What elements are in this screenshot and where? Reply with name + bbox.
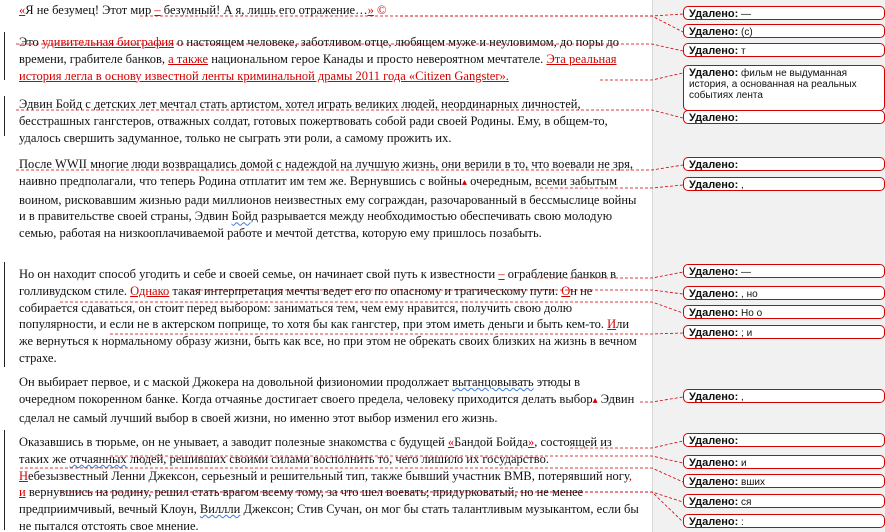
revision-balloon[interactable]	[683, 65, 885, 111]
balloon-text: —	[738, 9, 752, 20]
inserted-text: И	[607, 317, 617, 332]
balloon-text: :	[738, 517, 744, 528]
revision-balloon[interactable]	[683, 494, 885, 508]
spelling-error[interactable]: Бойд	[231, 209, 259, 224]
revision-balloon[interactable]	[683, 24, 885, 38]
change-bar	[4, 96, 5, 136]
revision-balloon[interactable]	[683, 325, 885, 339]
inserted-text: Однако	[130, 283, 170, 298]
inserted-text: , и	[19, 468, 633, 500]
revision-balloon[interactable]	[683, 110, 885, 124]
inserted-text: Н	[19, 468, 29, 483]
revision-balloon[interactable]	[683, 264, 885, 278]
paragraph-prison[interactable]: Оказавшись в тюрьме, он не унывает, а заводит полезные знакомства с будущей «Бандой Бойда», состоящей из таких же отчаянных людей, решивших своими силами восполнить то, чего лишило их государство. Небезызвестный Ленни Джексон, серьезный и решительный тип, также бывший участник ВМВ, потерявший ногу, и вернувшись на родину, решил стать врагом всему тому, за что шел воевать; придурковатый, но не менее предприимчивый, вечный Клоун, Виллли Джексон; Стив Сучан, он мог бы стать талантливым музыкантом, если бы не пытался отстоять свое мнение.	[19, 435, 639, 532]
revision-balloon[interactable]	[683, 43, 885, 57]
hyperlink[interactable]: удивительная биография	[41, 35, 174, 49]
balloon-label: Удалено:	[689, 112, 739, 124]
paragraph-childhood[interactable]: Эдвин Бойд с детских лет мечтал стать артистом, хотел играть великих людей, неординарных личностей, бесстрашных гангстеров, отважных солдат, готовых пожертвовать собой ради своей Родины. Ему, в общем-то, удалось свершить задуманное, только не сыграть эти роли, а самому прожить их.	[19, 97, 608, 145]
balloon-text: ; и	[738, 328, 753, 339]
balloon-label: Удалено:	[689, 159, 739, 171]
balloon-text: (c)	[738, 27, 753, 38]
revision-balloon[interactable]	[683, 455, 885, 469]
paragraph-intro[interactable]: Это удивительная биография о настоящем человеке, заботливом отце, любящем муже и неуловимом, до поры до времени, грабителе банков, а также национальном герое Канады и просто невероятном мечтателе. Эта реальная история легла в основу известной ленты криминальной драмы 2011 года «Citizen Gangster».	[19, 35, 619, 83]
balloon-text: —	[738, 267, 752, 278]
balloon-label: Удалено:	[689, 327, 739, 339]
revision-balloon[interactable]	[683, 286, 885, 300]
spelling-error[interactable]: Виллли	[199, 502, 241, 517]
change-bar	[4, 32, 5, 80]
balloon-label: Удалено:	[689, 457, 739, 469]
balloon-label: Удалено:	[689, 307, 739, 319]
revision-balloon[interactable]	[683, 389, 885, 403]
balloon-label: Удалено:	[689, 179, 739, 191]
inserted-text: –	[154, 3, 161, 17]
balloon-text: т	[738, 46, 746, 57]
balloon-label: Удалено:	[689, 391, 739, 403]
inserted-text: «	[19, 3, 26, 17]
balloon-label: Удалено:	[689, 26, 739, 38]
balloon-label: Удалено:	[689, 435, 739, 447]
revision-balloon[interactable]	[683, 305, 885, 319]
revision-balloon[interactable]	[683, 177, 885, 191]
balloon-label: Удалено:	[689, 516, 739, 528]
inserted-text: Эта реальная история легла в основу известной ленты криминальной драмы 2011 года «Citizen Gangster».	[19, 51, 617, 83]
balloon-text: , но	[738, 289, 758, 300]
paragraph-choice[interactable]: Но он находит способ угодить и себе и своей семье, он начинает свой путь к известности – ограбление банков в голливудском стиле. Однако такая интерпретация мечты ведет его по опасному и трагическому пути. Он не собирается сдаваться, он стоит перед выбором: заниматься тем, чем ему нравится, получить свою долю популярности, и если не в актерском поприще, то хотя бы как гангстер, при этом иметь деньги и быть кем-то. Или же вернуться к нормальному образу жизни, быть как все, но при этом не обрекать своих близких на жизнь в вечном страхе.	[19, 267, 637, 365]
revision-balloon[interactable]	[683, 474, 885, 488]
balloon-text: вших	[738, 477, 765, 488]
change-bar	[4, 430, 5, 530]
inserted-text: а также	[168, 51, 209, 66]
balloon-label: Удалено:	[689, 67, 739, 79]
spelling-error[interactable]: вытанцовывать	[452, 375, 534, 389]
balloon-label: Удалено:	[689, 476, 739, 488]
inserted-text: »	[367, 3, 374, 17]
change-bar	[4, 262, 5, 367]
balloon-label: Удалено:	[689, 45, 739, 57]
balloon-text: ,	[738, 180, 744, 191]
inserted-text: «	[447, 435, 455, 449]
balloon-label: Удалено:	[689, 8, 739, 20]
revision-balloon[interactable]	[683, 514, 885, 528]
inserted-text: »	[528, 435, 535, 449]
balloon-text: ,	[738, 392, 744, 403]
inserted-text: О	[561, 283, 571, 298]
balloon-text: фильм не выдуманная история, а основанная на реальных событиях лента	[689, 68, 857, 101]
revision-balloon[interactable]	[683, 157, 885, 171]
paragraph-postwar[interactable]: После WWII многие люди возвращались домой с надеждой на лучшую жизнь, они верили в то, что воевали не зря, наивно предполагали, что теперь Родина отплатит им тем же. Вернувшись с войны▴ очередным, всеми забытым воином, рисковавшим жизнью ради миллионов неизвестных ему сограждан, разочарованный в бессмыслице войны и в правительстве своей страны, Эдвин Бойд разрывается между необходимостью обеспечивать свою молодую семью, работая на низкооплачиваемой работе и мечтой детства, которую ему пришлось позабыть.	[19, 157, 637, 241]
balloon-label: Удалено:	[689, 266, 739, 278]
revision-balloon[interactable]	[683, 433, 885, 447]
paragraph-quote[interactable]: «Я не безумец! Этот мир – безумный! А я, лишь его отражение…» ©	[19, 3, 387, 17]
balloon-text: Но о	[738, 308, 763, 319]
balloon-label: Удалено:	[689, 288, 739, 300]
paragraph-joker[interactable]: Он выбирает первое, и с маской Джокера на довольной физиономии продолжает вытанцовывать этюды в очередном покоренном банке. Когда отчаянье достигает своего предела, человеку приходится делать выбор▴ Эдвин сделал не самый лучший выбор в своей жизни, но именно этот выбор изменил его жизнь.	[19, 375, 635, 425]
balloon-text: ся	[738, 497, 752, 508]
revision-balloon[interactable]	[683, 6, 885, 20]
balloon-label: Удалено:	[689, 496, 739, 508]
balloon-text: и	[738, 458, 747, 469]
spelling-error[interactable]: отчаянных	[69, 451, 127, 466]
copyright-symbol: ©	[376, 3, 387, 17]
inserted-text: –	[498, 267, 505, 281]
